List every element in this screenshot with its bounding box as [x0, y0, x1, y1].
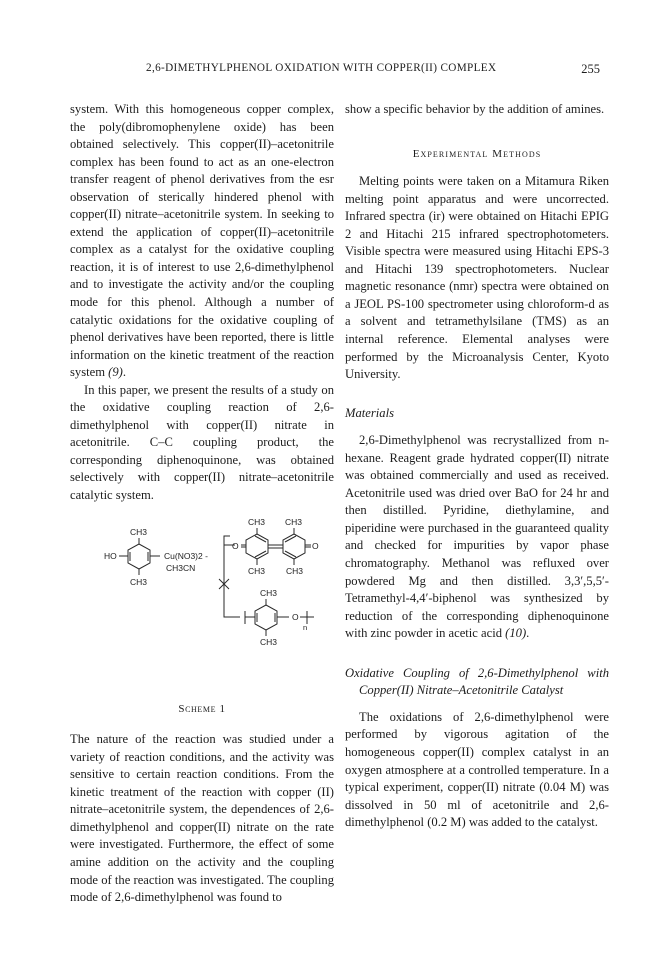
reagent-label: Cu(NO3)2 - [164, 550, 208, 561]
oxygen-label: O [312, 540, 319, 551]
solvent-label: CH3CN [166, 562, 196, 573]
subheading-materials: Materials [345, 405, 394, 420]
reaction-scheme-diagram [70, 509, 334, 701]
page-number: 255 [581, 62, 600, 76]
methyl-label: CH3 [260, 587, 278, 598]
citation-ref: (9) [108, 365, 123, 380]
paragraph-methods: Melting points were taken on a Mitamura Riken melting point apparatus and were uncorrected. Infrared spectra (ir) were obtained on Hitachi EPIG 2 and Hitachi 215 infrared spectrophotometers. Visible spectra were measured using Hitachi EPS-3 and Hitachi 139 spectrophotometers. Nuclear magnetic resonance (nmr) spectra were obtained on a JEOL PS-100 spectrometer using chloroform-d as a solvent and tetramethylsilane (TMS) as an internal reference. Elemental analyses were performed by the Microanalysis Center, Kyoto University. [345, 174, 609, 382]
section-heading-experimental: Experimental Methods [412, 147, 542, 160]
methyl-label: CH3 [248, 516, 266, 527]
methyl-label: CH3 [130, 576, 148, 587]
methyl-label: CH3 [130, 526, 148, 537]
paragraph-reaction-nature: The nature of the reaction was studied under a variety of reaction conditions, and the activity was sensitive to certain reaction conditions. From the kinetic treatment of the reaction with copper (II) nitrate–acetonitrile system, the dependences of 2,6-dimethylphenol and copper(II) nitrate on the rate were investigated. Furthermore, the effect of some amine addition on the activity and the coupling mode of the reaction was investigated. The coupling mode of 2,6-dimethylphenol was found to [70, 732, 334, 905]
right-column [345, 101, 609, 832]
methyl-label: CH3 [260, 636, 278, 647]
methyl-label: CH3 [286, 565, 304, 576]
methyl-label: CH3 [248, 565, 266, 576]
oxygen-label: O [232, 540, 239, 551]
paragraph-materials: 2,6-Dimethylphenol was recrystallized from n-hexane. Reagent grade hydrated copper(II) nitrate was obtained commercially and used as received. Acetonitrile used was dried over BaO for 24 hr and then distilled. Pyridine, diethylamine, and piperidine were purchased in the guaranteed quality and checked for impurities by vapor phase chromatography. Methanol was refluxed over powdered Mg and then distilled. 3,3′,5,5′-Tetramethyl-4,4′-biphenol was synthesized by reduction of the corresponding diphenoquinone with zinc powder in acetic acid (10). [345, 433, 609, 641]
running-header [70, 62, 610, 82]
paragraph-present-study: In this paper, we present the results of a study on the oxidative coupling reaction of 2,6-dimethylphenol with copper(II) nitrate in acetonitrile. C–C coupling product, the corresponding diphenoquinone, was obtained selectively with copper(II) nitrate–acetonitrile catalytic system. [70, 382, 334, 503]
left-column [70, 101, 334, 907]
citation-ref: (10) [505, 626, 527, 641]
repeat-unit-label: n [303, 622, 308, 632]
paragraph-intro-continued: system. With this homogeneous copper complex, the poly(dibromophenylene oxide) has been obtained selectively. This copper(II)–acetonitrile complex has been found to act as an one-electron transfer reagent of phenol derivatives from the esr observation of sterically hindered phenol with copper(II) nitrate–acetonitrile system. In seeking to extend the application of copper(II)–acetonitrile complex as a catalyst for the oxidative coupling reaction, it is of interest to use 2,6-dimethylphenol and to investigate the activity and/or the coupling mode for this phenol. Although a number of catalytic oxidations for the oxidative coupling of phenol derivatives have been reported, there is little information on the kinetic treatment of the reaction system (9). [70, 102, 334, 380]
scheme-caption: Scheme 1 [178, 702, 226, 715]
paragraph-oxidative-coupling: The oxidations of 2,6-dimethylphenol were performed by vigorous agitation of the homogeneous copper(II) complex catalyst in an oxygen atmosphere at a controlled temperature. In a typical experiment, copper(II) nitrate (0.04 M) was dissolved in 50 ml of acetonitrile and 2,6-dimethylphenol (0.2 M) was added to the catalyst. [345, 709, 609, 830]
scheme-1-figure [70, 509, 334, 701]
paragraph-amines: show a specific behavior by the addition of amines. [345, 102, 605, 116]
methyl-label: CH3 [285, 516, 303, 527]
subheading-oxidative-coupling: Oxidative Coupling of 2,6-Dimethylphenol with Copper(II) Nitrate–Acetonitrile Catalyst [345, 665, 609, 698]
hydroxyl-label: HO [104, 550, 117, 561]
paragraph-text: system. With this homogeneous copper complex, the poly(dibromophenylene oxide) has been obtained selectively. This copper(II)–acetonitrile complex has been found to act as an one-electron transfer reagent of phenol derivatives from the esr observation of sterically hindered phenol with copper(II) nitrate–acetonitrile system. In seeking to extend the application of copper(II)–acetonitrile complex as a catalyst for the oxidative coupling reaction, it is of interest to use 2,6-dimethylphenol and to investigate the activity and/or the coupling mode for this phenol. Although a number of catalytic oxidations for the oxidative coupling of phenol derivatives have been reported, there is little information on the kinetic treatment of the reaction system [70, 102, 334, 380]
paragraph-text: 2,6-Dimethylphenol was recrystallized from n-hexane. Reagent grade hydrated copper(II) nitrate was obtained commercially and used as received. Acetonitrile used was dried over BaO for 24 hr and then distilled. Pyridine, diethylamine, and piperidine were purchased in the guaranteed quality and checked for impurities by vapor phase chromatography. Methanol was refluxed over powdered Mg and then distilled. 3,3′,5,5′-Tetramethyl-4,4′-biphenol was synthesized by reduction of the corresponding diphenoquinone with zinc powder in acetic acid [345, 433, 609, 641]
running-title: 2,6-DIMETHYLPHENOL OXIDATION WITH COPPER(II) COMPLEX [146, 62, 497, 74]
oxygen-label: O [292, 611, 299, 622]
